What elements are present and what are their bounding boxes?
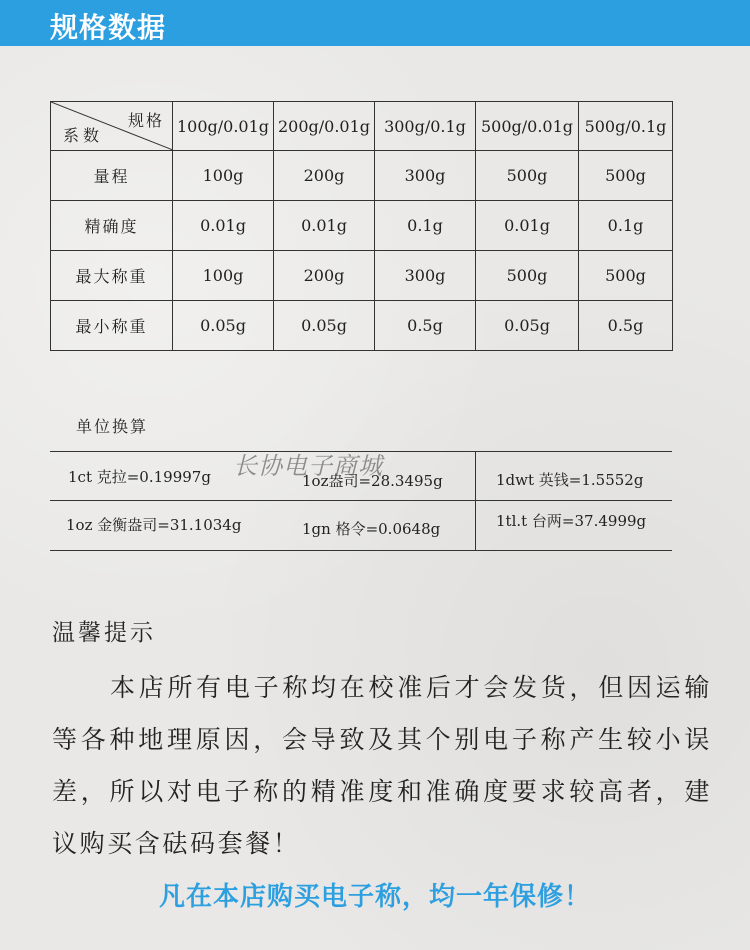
store-watermark: 长协电子商城 — [233, 452, 383, 480]
units-title: 单位换算 — [76, 417, 149, 436]
table-cell: 200g — [274, 251, 375, 301]
unit-conversion: 1dwt 英钱=1.5552g — [496, 471, 644, 489]
table-cell: 0.5g — [375, 301, 476, 351]
corner-label-param: 系数 — [63, 126, 104, 145]
model-header: 100g/0.01g — [173, 102, 274, 151]
table-cell: 500g — [476, 151, 579, 201]
model-header: 500g/0.01g — [476, 102, 579, 151]
table-cell: 200g — [274, 151, 375, 201]
table-cell: 0.01g — [476, 201, 579, 251]
notice-body: 本店所有电子称均在校准后才会发货，但因运输等各种地理原因，会导致及其个别电子称产生较小误差，所以对电子称的精准度和准确度要求较高者，建议购买含砝码套餐！ — [52, 673, 712, 858]
table-cell: 500g — [579, 151, 673, 201]
table-cell: 100g — [173, 251, 274, 301]
table-cell: 0.01g — [173, 201, 274, 251]
table-row — [51, 301, 673, 351]
warranty-note: 凡在本店购买电子称，均一年保修！ — [158, 882, 591, 912]
model-header: 300g/0.1g — [375, 102, 476, 151]
row-label: 精确度 — [51, 201, 173, 251]
unit-conversion: 1tl.t 台两=37.4999g — [496, 512, 647, 530]
units-bottom-rule — [50, 550, 672, 551]
table-cell: 0.5g — [579, 301, 673, 351]
table-cell: 300g — [375, 251, 476, 301]
spec-table — [50, 101, 673, 351]
table-row — [51, 151, 673, 201]
table-cell: 0.05g — [173, 301, 274, 351]
header-bar — [0, 0, 750, 46]
unit-conversion: 1gn 格令=0.0648g — [302, 520, 441, 538]
model-header: 500g/0.1g — [579, 102, 673, 151]
row-label: 量程 — [51, 151, 173, 201]
table-cell: 100g — [173, 151, 274, 201]
units-column-divider — [475, 451, 476, 550]
table-row — [51, 251, 673, 301]
table-cell: 0.05g — [476, 301, 579, 351]
unit-conversion: 1oz盎司=28.3495g — [302, 472, 443, 490]
unit-conversion: 1oz 金衡盎司=31.1034g — [66, 516, 242, 534]
table-cell: 0.1g — [579, 201, 673, 251]
table-cell: 0.05g — [274, 301, 375, 351]
table-cell: 500g — [476, 251, 579, 301]
table-header-row — [51, 102, 673, 151]
table-cell: 500g — [579, 251, 673, 301]
corner-header-cell — [51, 102, 173, 151]
row-label: 最小称重 — [51, 301, 173, 351]
table-cell: 0.1g — [375, 201, 476, 251]
row-label: 最大称重 — [51, 251, 173, 301]
section-title: 规格数据 — [50, 11, 167, 44]
unit-conversion: 1ct 克拉=0.19997g — [68, 468, 211, 486]
table-row — [51, 201, 673, 251]
notice-title: 温馨提示 — [52, 620, 156, 646]
corner-label-spec: 规格 — [127, 111, 164, 130]
table-cell: 300g — [375, 151, 476, 201]
table-cell: 0.01g — [274, 201, 375, 251]
units-middle-rule — [50, 500, 672, 501]
model-header: 200g/0.01g — [274, 102, 375, 151]
